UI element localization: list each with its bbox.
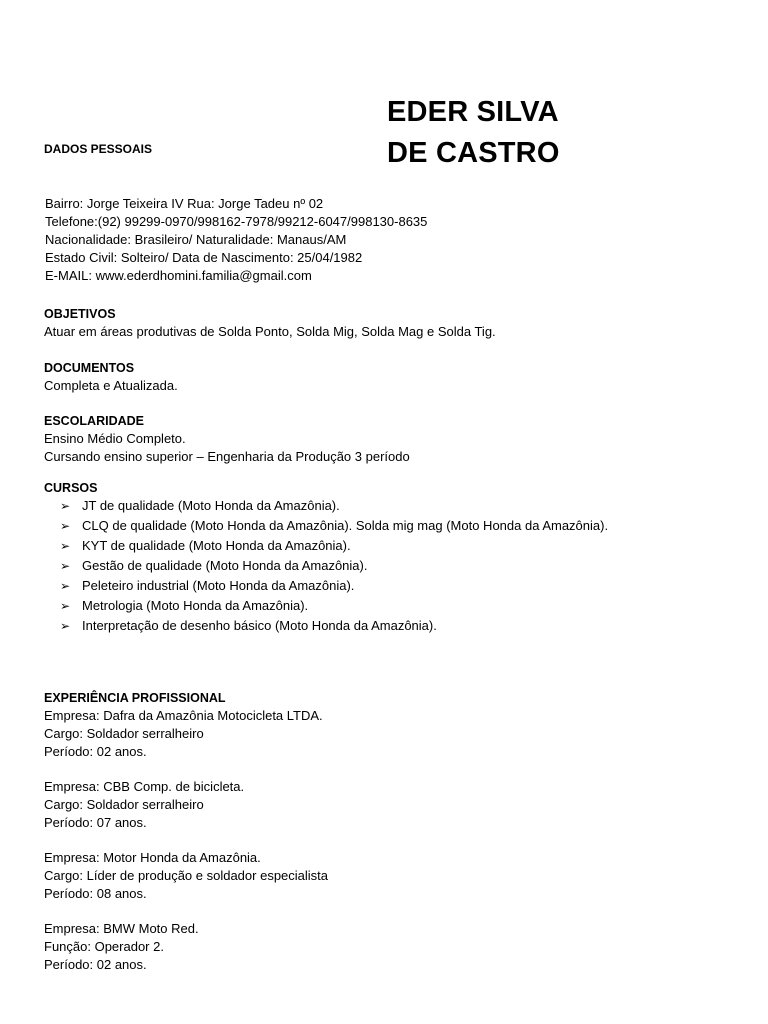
section-heading-documentos: DOCUMENTOS (44, 361, 135, 375)
job-company: Empresa: CBB Comp. de bicicleta. (44, 779, 245, 794)
section-escolaridade (44, 412, 410, 466)
section-heading-cursos: CURSOS (44, 481, 98, 495)
section-heading-experiencia: EXPERIÊNCIA PROFISSIONAL (44, 691, 226, 705)
job-period: Período: 08 anos. (44, 886, 147, 901)
documentos-text: Completa e Atualizada. (44, 378, 178, 393)
escolaridade-line: Cursando ensino superior – Engenharia da Produção 3 período (44, 449, 410, 464)
personal-address: Bairro: Jorge Teixeira IV Rua: Jorge Tadeu nº 02 (45, 196, 324, 211)
section-documentos (44, 359, 178, 395)
cursos-list (44, 497, 622, 635)
section-cursos (44, 479, 622, 637)
curso-item (44, 517, 622, 535)
job-role: Cargo: Soldador serralheiro (44, 726, 204, 741)
curso-item (44, 577, 622, 595)
job-period: Período: 02 anos. (44, 744, 147, 759)
personal-civil-status: Estado Civil: Solteiro/ Data de Nascimento: 25/04/1982 (45, 250, 363, 265)
curso-item (44, 497, 622, 515)
job-entry (44, 778, 328, 832)
section-heading-escolaridade: ESCOLARIDADE (44, 414, 145, 428)
objetivos-text: Atuar em áreas produtivas de Solda Ponto, Solda Mig, Solda Mag e Solda Tig. (44, 324, 496, 339)
job-role: Função: Operador 2. (44, 939, 164, 954)
curso-text: KYT de qualidade (Moto Honda da Amazônia). (82, 538, 351, 553)
job-role: Cargo: Líder de produção e soldador especialista (44, 868, 329, 883)
curso-text: JT de qualidade (Moto Honda da Amazônia). (82, 498, 340, 513)
curso-text: Metrologia (Moto Honda da Amazônia). (82, 598, 309, 613)
job-company: Empresa: Motor Honda da Amazônia. (44, 850, 261, 865)
curso-text: Interpretação de desenho básico (Moto Honda da Amazônia). (82, 618, 437, 633)
name-line-1: EDER SILVA (387, 96, 559, 128)
arrow-bullet-icon: ➢ (60, 559, 71, 573)
arrow-bullet-icon: ➢ (60, 499, 71, 513)
candidate-name (387, 92, 560, 174)
arrow-bullet-icon: ➢ (60, 579, 71, 593)
personal-nationality: Nacionalidade: Brasileiro/ Naturalidade: Manaus/AM (45, 232, 347, 247)
job-company: Empresa: BMW Moto Red. (44, 921, 199, 936)
arrow-bullet-icon: ➢ (60, 539, 71, 553)
section-heading-objetivos: OBJETIVOS (44, 307, 116, 321)
job-company: Empresa: Dafra da Amazônia Motocicleta LTDA. (44, 708, 323, 723)
job-period: Período: 07 anos. (44, 815, 147, 830)
curso-text: Gestão de qualidade (Moto Honda da Amazônia). (82, 558, 368, 573)
curso-text: Peleteiro industrial (Moto Honda da Amazônia). (82, 578, 355, 593)
arrow-bullet-icon: ➢ (60, 519, 71, 533)
personal-email: E-MAIL: www.ederdhomini.familia@gmail.com (45, 268, 312, 283)
job-period: Período: 02 anos. (44, 957, 147, 972)
curso-item (44, 537, 622, 555)
job-role: Cargo: Soldador serralheiro (44, 797, 204, 812)
section-heading-dados-pessoais: DADOS PESSOAIS (44, 142, 153, 156)
personal-phone: Telefone:(92) 99299-0970/998162-7978/99212-6047/998130-8635 (45, 214, 428, 229)
escolaridade-line: Ensino Médio Completo. (44, 431, 186, 446)
section-experiencia (44, 689, 328, 974)
job-entry (44, 920, 328, 974)
arrow-bullet-icon: ➢ (60, 619, 71, 633)
job-entry (44, 707, 328, 761)
curso-item (44, 617, 622, 635)
personal-data (45, 195, 427, 285)
curso-text: CLQ de qualidade (Moto Honda da Amazônia). Solda mig mag (Moto Honda da Amazônia). (82, 518, 609, 533)
curso-item (44, 557, 622, 575)
arrow-bullet-icon: ➢ (60, 599, 71, 613)
job-entry (44, 849, 328, 903)
curso-item (44, 597, 622, 615)
section-objetivos (44, 305, 496, 341)
name-line-2: DE CASTRO (387, 137, 560, 169)
